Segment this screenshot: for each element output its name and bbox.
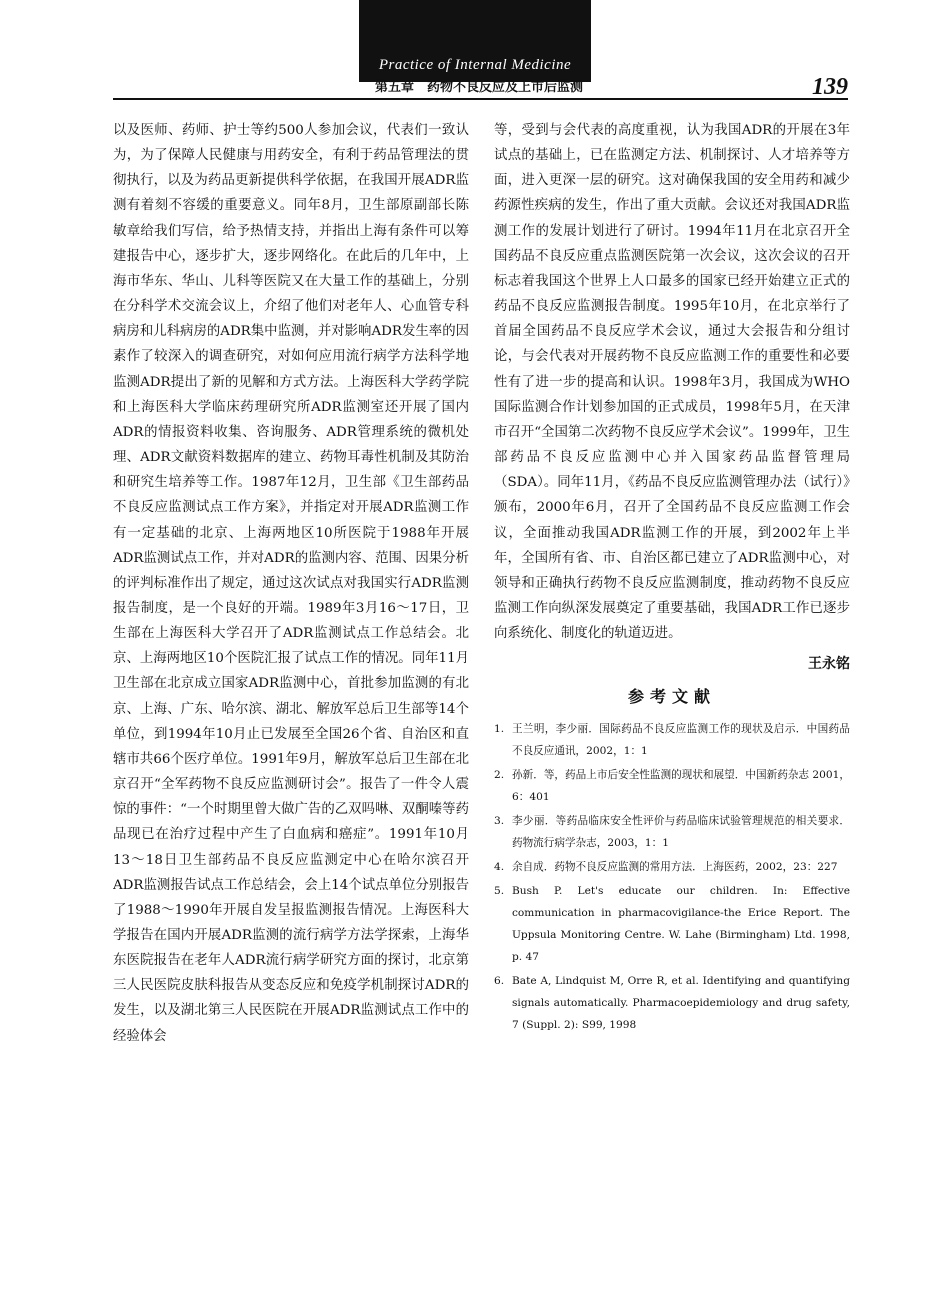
- author-name: 王永铭: [808, 656, 850, 673]
- chapter-title: 第五章 药物不良反应及上市后监测: [374, 80, 583, 95]
- reference-number: 3.: [494, 815, 505, 828]
- reference-text: 王兰明，李少丽．国际药品不良反应监测工作的现状及启示．中国药品不良反应通讯，2002，1：1: [512, 723, 850, 758]
- left-column: [113, 118, 469, 1288]
- reference-number: 1.: [494, 723, 505, 736]
- reference-number: 4.: [494, 861, 505, 874]
- reference-number: 6.: [494, 975, 505, 988]
- reference-text: 李少丽．等药品临床安全性评价与药品临床试验管理规范的相关要求．药物流行病学杂志，2003，1：1: [512, 815, 850, 850]
- reference-number: 5.: [494, 885, 505, 898]
- reference-text: 余自成．药物不良反应监测的常用方法．上海医药，2002，23：227: [512, 861, 838, 874]
- reference-item: [494, 764, 850, 808]
- body-paragraph: 以及医师、药师、护士等约500人参加会议，代表们一致认为，为了保障人民健康与用药安全，有利于药品管理法的贯彻执行，以及为药品更新提供科学依据，在我国开展ADR监测有着刻不容缓的重要意义。同年8月，卫生部原副部长陈敏章给我们写信，给予热情支持，并指出上海有条件可以筹建报告中心，逐步扩大，逐步网络化。在此后的几年中，上海市华东、华山、儿科等医院又在大量工作的基础上，分别在分科学术交流会议上，介绍了他们对老年人、心血管专科病房和儿科病房的ADR集中监测，并对影响ADR发生率的因素作了较深入的调查研究，对如何应用流行病学方法科学地监测ADR提出了新的见解和方式方法。上海医科大学药学院和上海医科大学临床药理研究所ADR监测室还开展了国内ADR的情报资料收集、咨询服务、ADR管理系统的微机处理、ADR文献资料数据库的建立、药物耳毒性机制及其防治和研究生培养等工作。1987年12月，卫生部《卫生部药品不良反应监测试点工作方案》，并指定对开展ADR监测工作有一定基础的北京、上海两地区10所医院于1988年开展ADR监测试点工作，并对ADR的监测内容、范围、因果分析的评判标准作出了规定，通过这次试点对我国实行ADR监测报告制度，是一个良好的开端。1989年3月16～17日，卫生部在上海医科大学召开了ADR监测试点工作总结会。北京、上海两地区10个医院汇报了试点工作的情况。同年11月卫生部在北京成立国家ADR监测中心，首批参加监测的有北京、上海、广东、哈尔滨、湖北、解放军总后卫生部等14个单位，到1994年10月止已发展至全国26个省、自治区和直辖市共66个医疗单位。1991年9月，解放军总后卫生部在北京召开“全军药物不良反应监测研讨会”。报告了一件令人震惊的事件：“一个时期里曾大做广告的乙双吗啉、双酮嗪等药品现已在治疗过程中产生了白血病和癌症”。1991年10月13～18日卫生部药品不良反应监测定中心在哈尔滨召开ADR监测报告试点工作总结会，会上14个试点单位分别报告了1988～1990年开展自发呈报监测报告情况。上海医科大学报告在国内开展ADR监测的流行病学方法学探索，上海华东医院报告在老年人ADR流行病学研究方面的探讨，北京第三人民医院皮肤科报告从变态反应和免疫学机制探讨ADR的发生，以及湖北第三人民医院在开展ADR监测试点工作中的经验体会: [113, 123, 469, 1044]
- journal-banner: [359, 0, 591, 82]
- reference-item: [494, 880, 850, 968]
- reference-text: Bush P. Let's educate our children. In: Effective communication in pharmacovigilance-the Erice Report. The Uppsula Monitoring Centre. W. Lahe (Birmingham) Ltd. 1998, p. 47: [512, 885, 850, 964]
- reference-list: [494, 718, 850, 1036]
- page-number: 139: [812, 74, 848, 100]
- reference-number: 2.: [494, 769, 505, 782]
- references-heading: 参考文献: [627, 687, 716, 707]
- reference-text: 孙新．等，药品上市后安全性监测的现状和展望．中国新药杂志 2001，6：401: [512, 769, 850, 804]
- right-column: [494, 118, 850, 1278]
- header-rule: [113, 98, 848, 100]
- reference-item: [494, 810, 850, 854]
- reference-item: [494, 718, 850, 762]
- reference-item: [494, 970, 850, 1036]
- reference-text: Bate A, Lindquist M, Orre R, et al. Identifying and quantifying signals automatically. Pharmacoepidemiology and drug safety, 7 (Suppl. 2): S99, 1998: [512, 975, 850, 1032]
- body-paragraph: 等，受到与会代表的高度重视，认为我国ADR的开展在3年试点的基础上，已在监测定方法、机制探讨、人才培养等方面，进入更深一层的研究。这对确保我国的安全用药和减少药源性疾病的发生，作出了重大贡献。会议还对我国ADR监测工作的发展计划进行了研讨。1994年11月在北京召开全国药品不良反应重点监测医院第一次会议，这次会议的召开标志着我国这个世界上人口最多的国家已经开始建立正式的药品不良反应监测报告制度。1995年10月，在北京举行了首届全国药品不良反应学术会议，通过大会报告和分组讨论，与会代表对开展药物不良反应监测工作的重要性和必要性有了进一步的提高和认识。1998年3月，我国成为WHO国际监测合作计划参加国的正式成员，1998年5月，在天津市召开“全国第二次药物不良反应学术会议”。1999年，卫生部药品不良反应监测中心并入国家药品监督管理局（SDA）。同年11月，《药品不良反应监测管理办法（试行）》颁布，2000年6月，召开了全国药品不良反应监测工作会议，全面推动我国ADR监测工作的开展，到2002年上半年，全国所有省、市、自治区都已建立了ADR监测中心，对领导和正确执行药物不良反应监测制度，推动药物不良反应监测工作向纵深发展奠定了重要基础，我国ADR工作已逐步向系统化、制度化的轨道迈进。: [494, 123, 850, 642]
- journal-title: Practice of Internal Medicine: [378, 57, 572, 73]
- reference-item: [494, 856, 850, 878]
